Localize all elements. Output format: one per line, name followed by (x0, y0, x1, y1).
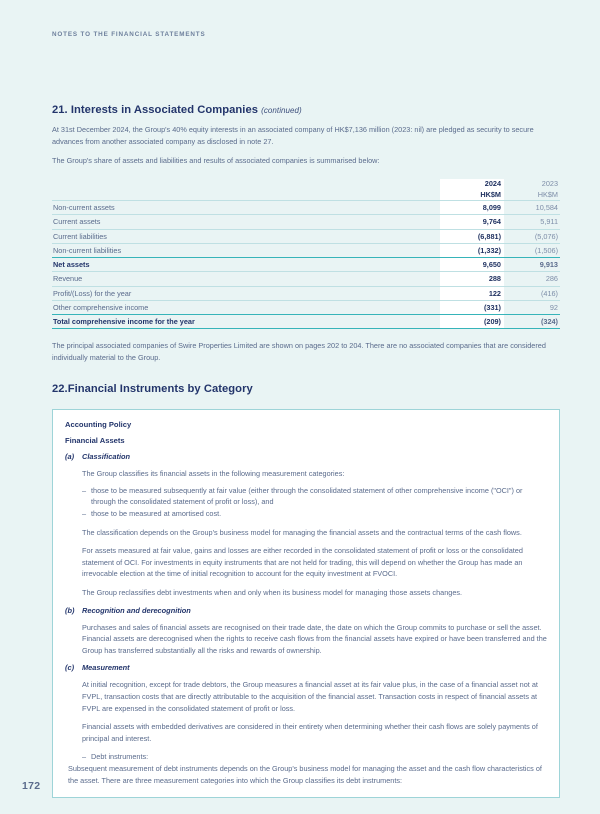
list-item-text: Debt instruments: (91, 752, 149, 762)
table-row (52, 286, 560, 300)
clause-a-marker: (a) (65, 452, 75, 462)
table-body (52, 201, 560, 329)
content-column (52, 104, 560, 798)
table-row-net-assets (52, 258, 560, 272)
clause-b-paragraph-1: Purchases and sales of financial assets are recognised on their trade date, the date on which the Group commits to purchase or sell the asset. Financial assets are derecognised when the rights to receive cash flows from the financial assets have expired or have been transferred and the Group has transferred substantially all the risks and rewards of ownership. (82, 622, 547, 655)
table-header-blank-unit (52, 189, 440, 201)
clause-a-header (65, 452, 547, 461)
column-header-2023-unit: HK$M (537, 190, 558, 200)
clause-c-marker: (c) (65, 663, 75, 673)
associated-companies-table (52, 179, 560, 329)
row-value-2024: (209) (440, 314, 504, 328)
row-label: Net assets (52, 258, 440, 272)
clause-a-bullet-list (65, 485, 547, 520)
table-row (52, 215, 560, 229)
row-label: Revenue (52, 272, 440, 286)
clause-a-paragraph-3: The Group reclassifies debt investments when and only when its business model for managing those assets changes. (82, 588, 463, 598)
row-value-2024: (1,332) (440, 243, 504, 257)
row-value-2023: (1,506) (504, 243, 560, 257)
row-value-2024: 9,764 (440, 215, 504, 229)
clause-c-sub-bullet-list (65, 751, 547, 763)
clause-c-sub-bullet-body: Subsequent measurement of debt instruments depends on the Group's business model for managing the asset and the cash flow characteristics of the asset. There are three measurement categories into which the Group classifies its debt instruments: (68, 763, 542, 785)
table-row (52, 272, 560, 286)
row-label: Profit/(Loss) for the year (52, 286, 440, 300)
running-header: NOTES TO THE FINANCIAL STATEMENTS (52, 31, 206, 38)
clause-c-paragraph-2: Financial assets with embedded derivatives are considered in their entirety when determining whether their cash flows are solely payments of principal and interest. (82, 722, 538, 743)
page-number: 172 (22, 780, 41, 792)
table-header-blank (52, 179, 440, 190)
row-value-2023: 286 (504, 272, 560, 286)
list-item-text: those to be measured subsequently at fair value (either through the consolidated statement of other comprehensive income ("OCI") or through the consolidated statement of profit or loss), and (91, 485, 523, 507)
list-item (82, 485, 547, 508)
list-item (82, 508, 547, 520)
clause-a-paragraph-2: For assets measured at fair value, gains and losses are either recorded in the consolidated statement of profit or loss or the consolidated statement of OCI. For investments in equity instruments that are not held for trading, this will depend on whether the Group has made an irrevocable election at the time of initial recognition to account for the equity investment at FVOCI. (82, 546, 523, 579)
row-value-2024: 122 (440, 286, 504, 300)
table-header (52, 179, 560, 201)
row-label: Current liabilities (52, 229, 440, 243)
row-value-2023: 9,913 (504, 258, 560, 272)
row-value-2024: 288 (440, 272, 504, 286)
row-value-2024: 8,099 (440, 201, 504, 215)
row-value-2024: 9,650 (440, 258, 504, 272)
accounting-policy-box (52, 409, 560, 798)
row-value-2024: (6,881) (440, 229, 504, 243)
note-22-heading: 22.Financial Instruments by Category (52, 383, 253, 396)
row-label: Non-current assets (52, 201, 440, 215)
accounting-policy-heading: Accounting Policy (65, 420, 132, 430)
clause-b-title: Recognition and derecognition (82, 605, 191, 615)
column-header-2023-year: 2023 (541, 178, 558, 188)
note-21-continued-label: (continued) (261, 106, 302, 115)
associated-companies-table-wrapper (52, 179, 560, 329)
row-label: Other comprehensive income (52, 300, 440, 314)
row-label: Non-current liabilities (52, 243, 440, 257)
row-value-2024: (331) (440, 300, 504, 314)
row-label: Total comprehensive income for the year (52, 314, 440, 328)
note-21-heading (52, 104, 560, 116)
note-21-intro-paragraph: At 31st December 2024, the Group's 40% equity interests in an associated company of HK$7,136 million (2023: nil) are pledged as security to secure advances from another associated company as disclosed in note 27. (52, 125, 534, 146)
table-header-year-row (52, 179, 560, 190)
row-value-2023: (324) (504, 314, 560, 328)
row-value-2023: 92 (504, 300, 560, 314)
table-header-unit-row (52, 189, 560, 201)
table-row (52, 201, 560, 215)
table-row (52, 229, 560, 243)
list-item (82, 751, 547, 763)
clause-b-header (65, 606, 547, 615)
table-row-total-comprehensive-income (52, 314, 560, 328)
note-21-closing-paragraph: The principal associated companies of Swire Properties Limited are shown on pages 202 to 204. There are no associated companies that are considered individually material to the Group. (52, 341, 546, 362)
column-header-2024-year: 2024 (440, 179, 504, 190)
clause-a-title: Classification (82, 452, 131, 462)
note-21-table-lead-in: The Group's share of assets and liabilities and results of associated companies is summarised below: (52, 156, 380, 166)
row-value-2023: 5,911 (504, 215, 560, 229)
note-21-title: 21. Interests in Associated Companies (52, 104, 258, 116)
row-value-2023: (5,076) (504, 229, 560, 243)
table-row (52, 243, 560, 257)
clause-c-header (65, 663, 547, 672)
row-value-2023: 10,584 (504, 201, 560, 215)
list-item-text: those to be measured at amortised cost. (91, 509, 222, 519)
dash-bullet-icon: – (82, 509, 87, 519)
row-value-2023: (416) (504, 286, 560, 300)
dash-bullet-icon: – (82, 485, 87, 495)
clause-a-lead-in: The Group classifies its financial assets in the following measurement categories: (82, 469, 345, 479)
clause-c-paragraph-1: At initial recognition, except for trade debtors, the Group measures a financial asset at its fair value plus, in the case of a financial asset not at FVPL, transaction costs that are directly attributable to the acquisition of the financial asset. Transaction costs in respect of financial assets at FVPL are expensed in the consolidated statement of profit or loss. (82, 680, 538, 713)
column-header-2024-unit: HK$M (440, 189, 504, 201)
financial-assets-subheading: Financial Assets (65, 436, 125, 446)
row-label: Current assets (52, 215, 440, 229)
dash-bullet-icon: – (82, 752, 87, 762)
clause-a-paragraph-1: The classification depends on the Group's business model for managing the financial assets and the contractual terms of the cash flows. (82, 527, 522, 537)
clause-b-marker: (b) (65, 605, 75, 615)
table-row (52, 300, 560, 314)
clause-c-title: Measurement (82, 663, 130, 673)
